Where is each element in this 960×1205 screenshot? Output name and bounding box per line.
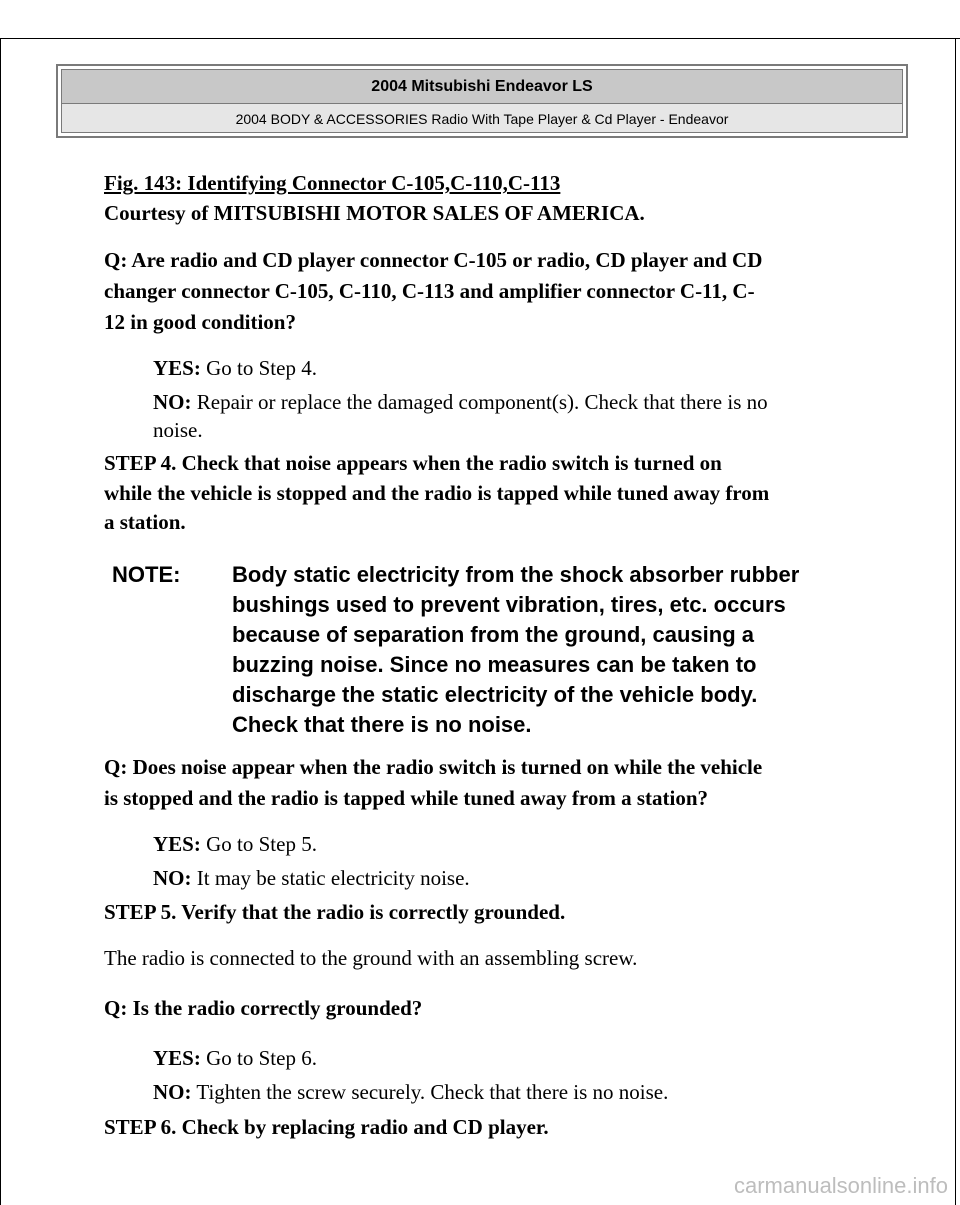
note-line: Body static electricity from the shock absorber rubber (232, 562, 800, 587)
answer-1-no (153, 387, 913, 418)
page-frame-right (955, 38, 956, 1205)
no-text: Repair or replace the damaged component(s). Check that there is no (191, 390, 768, 414)
question-1-line-3: 12 in good condition? (104, 310, 296, 334)
figure-courtesy: Courtesy of MITSUBISHI MOTOR SALES OF AMERICA. (104, 201, 645, 225)
no-text: It may be static electricity noise. (191, 866, 470, 890)
answer-1-yes (153, 353, 913, 384)
step-4-line-2: while the vehicle is stopped and the radio is tapped while tuned away from (104, 481, 770, 505)
answer-1-no-continued: noise. (153, 418, 203, 442)
document-subtitle: 2004 BODY & ACCESSORIES Radio With Tape Player & Cd Player - Endeavor (62, 104, 902, 132)
no-label: NO: (153, 1080, 192, 1104)
figure-caption-link[interactable]: Fig. 143: Identifying Connector C-105,C-110,C-113 (104, 171, 561, 195)
step-5-body: The radio is connected to the ground with an assembling screw. (104, 946, 638, 970)
question-1-line-2: changer connector C-105, C-110, C-113 and amplifier connector C-11, C- (104, 279, 755, 303)
yes-text: Go to Step 4. (200, 356, 317, 380)
document-header (56, 64, 908, 138)
answer-2-yes (153, 829, 913, 860)
page-frame-left (0, 38, 1, 1205)
note-line: bushings used to prevent vibration, tires, etc. occurs (232, 592, 786, 617)
note-line: Check that there is no noise. (232, 712, 532, 737)
question-3: Q: Is the radio correctly grounded? (104, 996, 423, 1020)
no-text: Tighten the screw securely. Check that there is no noise. (191, 1080, 669, 1104)
note-line: discharge the static electricity of the vehicle body. (232, 682, 758, 707)
step-5-heading: STEP 5. Verify that the radio is correctly grounded. (104, 900, 566, 924)
yes-label: YES: (153, 1046, 201, 1070)
question-2-line-2: is stopped and the radio is tapped while tuned away from a station? (104, 786, 709, 810)
no-label: NO: (153, 866, 192, 890)
yes-text: Go to Step 5. (200, 832, 317, 856)
note-label: NOTE: (112, 562, 181, 587)
document-title: 2004 Mitsubishi Endeavor LS (62, 70, 902, 103)
document-header-inner (61, 69, 903, 133)
step-4-line-1: STEP 4. Check that noise appears when the radio switch is turned on (104, 451, 722, 475)
step-6-heading: STEP 6. Check by replacing radio and CD player. (104, 1115, 549, 1139)
yes-text: Go to Step 6. (200, 1046, 317, 1070)
answer-2-no (153, 863, 913, 894)
watermark: carmanualsonline.info (733, 1173, 948, 1198)
question-1-line-1: Q: Are radio and CD player connector C-105 or radio, CD player and CD (104, 248, 763, 272)
page-frame-top (0, 38, 960, 39)
note-line: buzzing noise. Since no measures can be taken to (232, 652, 757, 677)
note-line: because of separation from the ground, causing a (232, 622, 754, 647)
yes-label: YES: (153, 832, 201, 856)
question-2-line-1: Q: Does noise appear when the radio switch is turned on while the vehicle (104, 755, 763, 779)
answer-3-no (153, 1077, 913, 1108)
note-text (232, 560, 912, 740)
no-label: NO: (153, 390, 192, 414)
yes-label: YES: (153, 356, 201, 380)
figure-caption (104, 168, 904, 199)
answer-3-yes (153, 1043, 913, 1074)
step-4-line-3: a station. (104, 510, 186, 534)
